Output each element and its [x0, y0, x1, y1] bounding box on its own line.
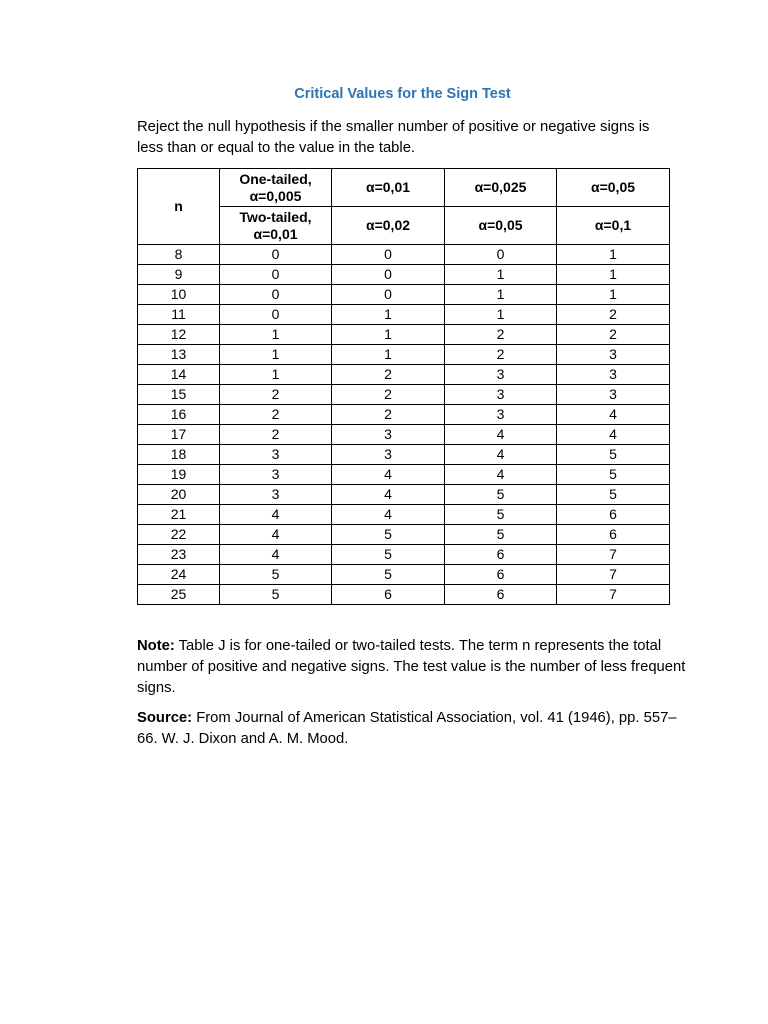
critical-value-cell: 5 [445, 505, 557, 525]
two-tailed-alpha: α=0,01 [253, 225, 298, 242]
n-cell: 9 [138, 265, 220, 285]
critical-value-cell: 3 [332, 425, 445, 445]
table-row [138, 345, 670, 365]
critical-value-cell: 5 [220, 565, 332, 585]
table-row [138, 505, 670, 525]
n-cell: 15 [138, 385, 220, 405]
critical-value-cell: 5 [332, 525, 445, 545]
source-paragraph [137, 708, 692, 750]
n-cell: 21 [138, 505, 220, 525]
table-row [138, 425, 670, 445]
critical-value-cell: 3 [557, 345, 670, 365]
critical-value-cell: 4 [445, 465, 557, 485]
one-tailed-alpha: α=0,005 [249, 187, 302, 204]
intro-paragraph: Reject the null hypothesis if the smaller number of positive or negative signs is less than or equal to the value in the table. [137, 119, 650, 156]
table-row [138, 285, 670, 305]
critical-value-cell: 5 [332, 565, 445, 585]
critical-value-cell: 2 [220, 385, 332, 405]
n-cell: 17 [138, 425, 220, 445]
one-tailed-col-1: α=0,01 [332, 169, 445, 207]
critical-values-table [137, 168, 670, 605]
one-tailed-label: One-tailed, [239, 170, 312, 187]
critical-value-cell: 6 [557, 525, 670, 545]
critical-value-cell: 0 [220, 265, 332, 285]
critical-value-cell: 3 [557, 365, 670, 385]
table-row [138, 525, 670, 545]
table-row [138, 445, 670, 465]
critical-value-cell: 4 [220, 525, 332, 545]
critical-value-cell: 3 [220, 445, 332, 465]
critical-value-cell: 2 [557, 325, 670, 345]
table-row [138, 585, 670, 605]
critical-value-cell: 3 [220, 485, 332, 505]
critical-value-cell: 3 [220, 465, 332, 485]
n-cell: 20 [138, 485, 220, 505]
table-row [138, 565, 670, 585]
critical-value-cell: 1 [557, 265, 670, 285]
table-row [138, 325, 670, 345]
critical-value-cell: 5 [445, 525, 557, 545]
critical-value-cell: 5 [557, 485, 670, 505]
critical-value-cell: 5 [445, 485, 557, 505]
n-cell: 24 [138, 565, 220, 585]
critical-value-cell: 3 [445, 385, 557, 405]
critical-value-cell: 3 [445, 405, 557, 425]
critical-value-cell: 0 [220, 305, 332, 325]
critical-value-cell: 6 [445, 565, 557, 585]
table-row [138, 405, 670, 425]
n-header: n [138, 169, 220, 245]
two-tailed-col-1: α=0,02 [332, 207, 445, 245]
table-row [138, 305, 670, 325]
critical-value-cell: 2 [220, 425, 332, 445]
source-label: Source: [137, 710, 193, 726]
critical-value-cell: 4 [557, 405, 670, 425]
page-title: Critical Values for the Sign Test [294, 86, 511, 102]
critical-value-cell: 2 [445, 345, 557, 365]
n-cell: 18 [138, 445, 220, 465]
critical-value-cell: 6 [557, 505, 670, 525]
n-cell: 14 [138, 365, 220, 385]
critical-value-cell: 0 [332, 285, 445, 305]
critical-value-cell: 3 [557, 385, 670, 405]
critical-value-cell: 0 [220, 245, 332, 265]
n-cell: 19 [138, 465, 220, 485]
critical-value-cell: 2 [557, 305, 670, 325]
critical-value-cell: 4 [220, 505, 332, 525]
header-row-one-tailed [138, 169, 670, 207]
critical-value-cell: 7 [557, 585, 670, 605]
two-tailed-col-2: α=0,05 [445, 207, 557, 245]
critical-value-cell: 3 [332, 445, 445, 465]
critical-value-cell: 1 [332, 325, 445, 345]
n-cell: 22 [138, 525, 220, 545]
n-cell: 16 [138, 405, 220, 425]
table-body [138, 245, 670, 605]
source-text: From Journal of American Statistical Association, vol. 41 (1946), pp. 557–66. W. J. Dixon and A. M. Mood. [137, 710, 677, 747]
one-tailed-header [220, 169, 332, 207]
n-cell: 13 [138, 345, 220, 365]
critical-value-cell: 1 [445, 305, 557, 325]
critical-value-cell: 7 [557, 565, 670, 585]
note-label: Note: [137, 638, 175, 654]
critical-value-cell: 4 [220, 545, 332, 565]
critical-value-cell: 1 [220, 365, 332, 385]
critical-value-cell: 6 [445, 585, 557, 605]
note-text: Table J is for one-tailed or two-tailed tests. The term n represents the total number of positive and negative signs. The test value is the number of less frequent signs. [137, 638, 686, 696]
table-row [138, 245, 670, 265]
two-tailed-label: Two-tailed, [239, 208, 312, 225]
critical-value-cell: 1 [445, 285, 557, 305]
critical-value-cell: 1 [445, 265, 557, 285]
critical-value-cell: 5 [557, 465, 670, 485]
critical-value-cell: 5 [220, 585, 332, 605]
critical-value-cell: 2 [332, 405, 445, 425]
critical-value-cell: 0 [332, 245, 445, 265]
n-cell: 23 [138, 545, 220, 565]
critical-value-cell: 7 [557, 545, 670, 565]
n-cell: 25 [138, 585, 220, 605]
critical-value-cell: 2 [332, 385, 445, 405]
critical-value-cell: 5 [557, 445, 670, 465]
critical-value-cell: 1 [332, 345, 445, 365]
critical-value-cell: 5 [332, 545, 445, 565]
critical-value-cell: 0 [332, 265, 445, 285]
table-row [138, 485, 670, 505]
critical-value-cell: 2 [445, 325, 557, 345]
critical-value-cell: 4 [445, 445, 557, 465]
critical-value-cell: 1 [332, 305, 445, 325]
note-paragraph [137, 636, 692, 699]
table-row [138, 545, 670, 565]
critical-value-cell: 0 [220, 285, 332, 305]
critical-value-cell: 6 [445, 545, 557, 565]
one-tailed-col-3: α=0,05 [557, 169, 670, 207]
critical-value-cell: 6 [332, 585, 445, 605]
critical-value-cell: 0 [445, 245, 557, 265]
n-cell: 11 [138, 305, 220, 325]
n-cell: 8 [138, 245, 220, 265]
critical-value-cell: 1 [220, 325, 332, 345]
two-tailed-header [220, 207, 332, 245]
critical-value-cell: 1 [220, 345, 332, 365]
critical-value-cell: 4 [445, 425, 557, 445]
two-tailed-col-3: α=0,1 [557, 207, 670, 245]
critical-value-cell: 4 [332, 485, 445, 505]
table-row [138, 385, 670, 405]
table-row [138, 465, 670, 485]
one-tailed-col-2: α=0,025 [445, 169, 557, 207]
table-row [138, 365, 670, 385]
critical-value-cell: 3 [445, 365, 557, 385]
critical-value-cell: 1 [557, 285, 670, 305]
n-cell: 10 [138, 285, 220, 305]
critical-value-cell: 2 [220, 405, 332, 425]
critical-value-cell: 1 [557, 245, 670, 265]
critical-value-cell: 2 [332, 365, 445, 385]
n-cell: 12 [138, 325, 220, 345]
table-row [138, 265, 670, 285]
critical-value-cell: 4 [332, 465, 445, 485]
critical-value-cell: 4 [332, 505, 445, 525]
critical-value-cell: 4 [557, 425, 670, 445]
